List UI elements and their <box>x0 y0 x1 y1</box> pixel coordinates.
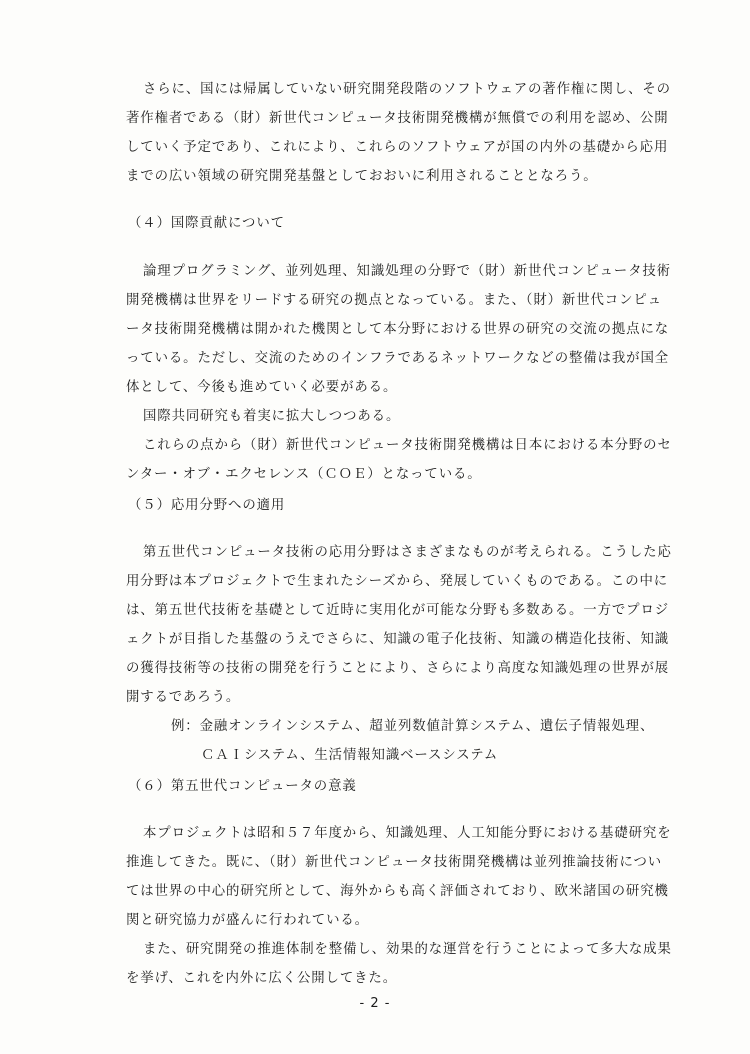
section-4-line-4: っている。ただし、交流のためのインフラであるネットワークなどの整備は我が国全 <box>126 351 670 366</box>
section-4-body <box>126 257 686 489</box>
section-5-line-4: ェクトが目指した基盤のうえでさらに、知識の電子化技術、知識の構造化技術、知識 <box>126 632 670 647</box>
intro-line-3: していく予定であり、これにより、これらのソフトウェアが国の内外の基礎から応用 <box>126 140 669 155</box>
section-4-line-8: ンター・オブ・エクセレンス（ＣＯＥ）となっている。 <box>126 467 482 482</box>
section-6-body <box>126 819 686 993</box>
intro-line-1: さらに、国には帰属していない研究開発段階のソフトウェアの著作権に関し、その <box>143 82 671 97</box>
section-4-line-2: 開発機構は世界をリードする研究の拠点となっている。また、（財）新世代コンピュ <box>126 293 662 308</box>
section-4-line-7: これらの点から（財）新世代コンピュータ技術開発機構は日本における本分野のセ <box>143 438 672 453</box>
section-6-line-5: また、研究開発の推進体制を整備し、効果的な運営を行うことによって多大な成果 <box>143 942 672 957</box>
section-6-line-4: 関と研究協力が盛んに行われている。 <box>126 913 369 928</box>
section-5-line-6: 開するであろう。 <box>126 690 241 705</box>
section-5-line-2: 用分野は本プロジェクトで生まれたシーズから、発展していくものである。この中に <box>126 574 669 589</box>
section-4-line-5: 体として、今後も進めていく必要がある。 <box>126 380 398 395</box>
section-6-line-2: 推進してきた。既に、（財）新世代コンピュータ技術開発機構は並列推論技術につい <box>126 855 663 870</box>
intro-line-2: 著作権者である（財）新世代コンピュータ技術開発機構が無償での利用を認め、公開 <box>126 111 669 126</box>
section-6-line-1: 本プロジェクトは昭和５７年度から、知識処理、人工知能分野における基礎研究を <box>143 826 672 841</box>
section-6-heading: （６）第五世代コンピュータの意義 <box>128 779 357 794</box>
section-6-line-6: を挙げ、これを内外に広く公開してきた。 <box>126 971 397 986</box>
page-number: - 2 - <box>359 996 391 1011</box>
section-5-example-line-1: 例：金融オンラインシステム、超並列数値計算システム、遺伝子情報処理、 <box>171 719 655 734</box>
intro-line-4: までの広い領域の研究開発基盤としておおいに利用されることとなろう。 <box>126 169 598 184</box>
section-5-example-line-2: ＣＡＩシステム、生活情報知識ベースシステム <box>201 748 499 763</box>
section-4-line-3: ータ技術開発機構は開かれた機関として本分野における世界の研究の交流の拠点にな <box>126 322 670 337</box>
section-5-body <box>126 538 686 770</box>
section-4-line-1: 論理プログラミング、並列処理、知識処理の分野で（財）新世代コンピュータ技術 <box>143 264 671 279</box>
section-5-heading: （５）応用分野への適用 <box>128 498 286 513</box>
section-5-line-5: の獲得技術等の技術の開発を行うことにより、さらにより高度な知識処理の世界が展 <box>126 661 670 676</box>
section-5-line-1: 第五世代コンピュータ技術の応用分野はさまざまなものが考えられる。こうした応 <box>143 545 672 560</box>
section-4-heading: （４）国際貢献について <box>128 216 285 231</box>
section-4-line-6: 国際共同研究も着実に拡大しつつある。 <box>143 409 401 424</box>
intro-paragraph <box>126 75 686 191</box>
section-5-line-3: は、第五世代技術を基礎として近時に実用化が可能な分野も多数ある。一方でプロジ <box>126 603 670 618</box>
section-6-line-3: ては世界の中心的研究所として、海外からも高く評価されており、欧米諸国の研究機 <box>126 884 669 899</box>
